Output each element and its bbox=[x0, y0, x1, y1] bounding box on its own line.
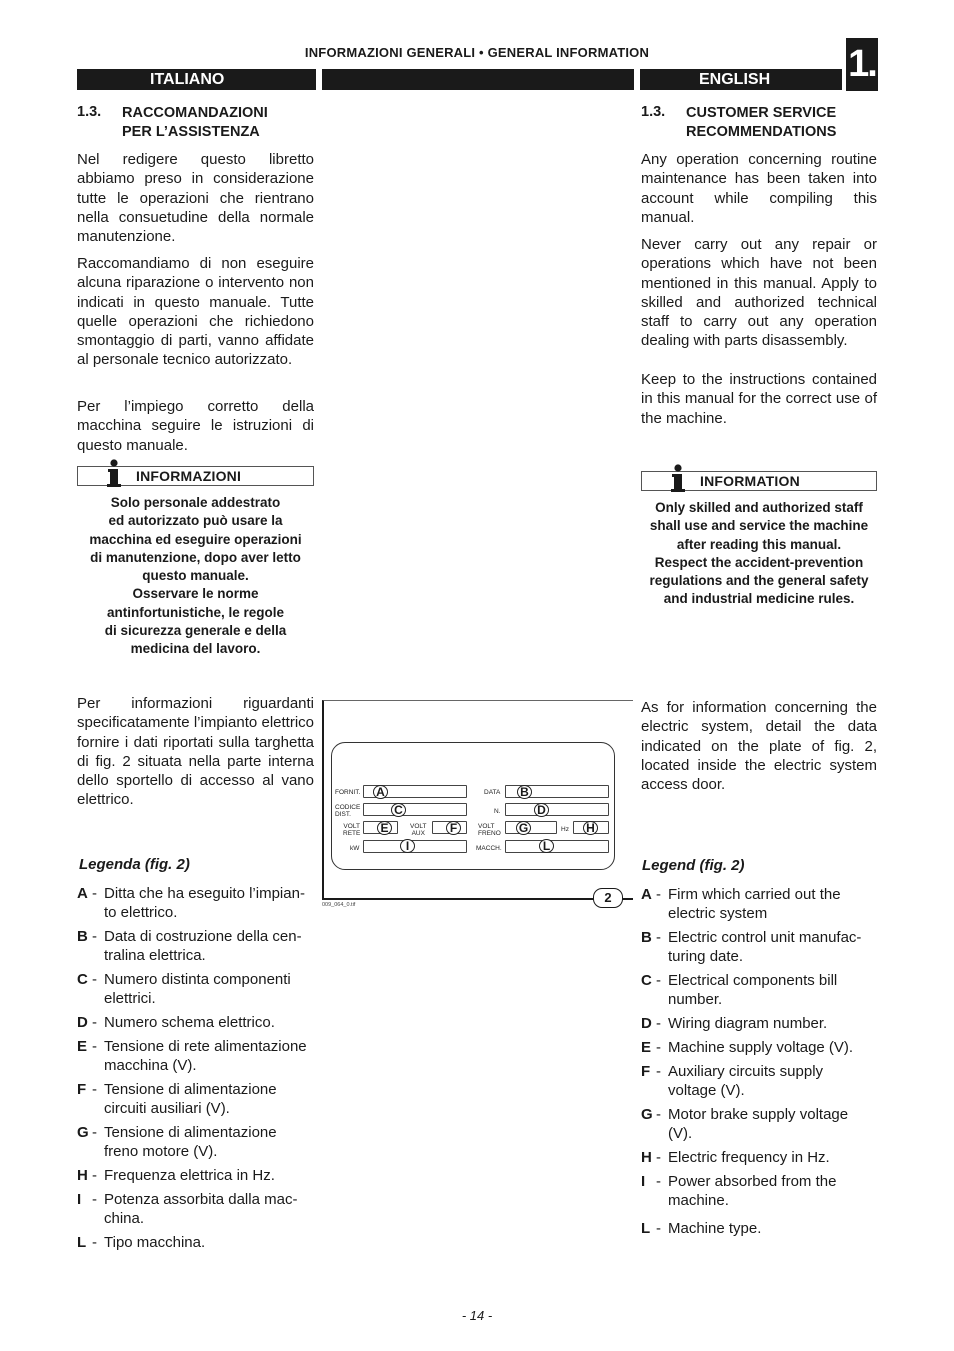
plate-label-volt-aux bbox=[410, 823, 427, 837]
it-info-line: antinfortunistiche, le regole bbox=[106, 604, 285, 620]
it-title-line1: RACCOMANDAZIONI bbox=[122, 105, 268, 121]
plate-label-kw: kW bbox=[350, 845, 360, 852]
plate-label-macch: MACCH. bbox=[476, 845, 502, 852]
legend-key: E bbox=[77, 1038, 88, 1055]
plate-field-g bbox=[505, 821, 557, 834]
legend-item: F - Tensione di alimentazione circuiti ausiliari (V). bbox=[77, 1080, 314, 1120]
legend-item: F - Auxiliary circuits supply voltage (V). bbox=[641, 1062, 877, 1102]
legend-item: G - Tensione di alimentazione freno motore (V). bbox=[77, 1123, 314, 1163]
it-legend-title: Legenda (fig. 2) bbox=[79, 856, 190, 873]
legend-item: L - Machine type. bbox=[641, 1219, 877, 1239]
it-info-line: medicina del lavoro. bbox=[130, 641, 261, 657]
plate-letter-e: E bbox=[377, 821, 392, 835]
legend-text: Ditta che ha eseguito l’impian- bbox=[104, 885, 305, 902]
plate-label-volt-3: VOLT bbox=[478, 823, 495, 830]
it-paragraph-4: Per informazioni riguardanti specificatamente l’impianto elettrico fornire i dati riportati sulla targhetta di fig. 2 situata nella parte interna dello sportello di accesso al vano elettrico. bbox=[77, 695, 314, 809]
legend-item: G - Motor brake supply voltage (V). bbox=[641, 1105, 877, 1145]
legend-text: macchina (V). bbox=[104, 1057, 197, 1075]
plate-label-volt-2: VOLT bbox=[410, 823, 427, 830]
italian-language-bar bbox=[77, 69, 316, 90]
page-number: - 14 - bbox=[461, 1308, 493, 1323]
it-info-line: Solo personale addestrato bbox=[110, 495, 281, 510]
running-header: INFORMAZIONI GENERALI • GENERAL INFORMATION bbox=[304, 45, 650, 60]
en-info-line: shall use and service the machine bbox=[649, 518, 869, 534]
legend-text: number. bbox=[668, 991, 723, 1009]
legend-item: D - Numero schema elettrico. bbox=[77, 1013, 314, 1033]
legend-item: C - Numero distinta componenti elettrici. bbox=[77, 970, 314, 1010]
en-title-line1: CUSTOMER SERVICE bbox=[686, 105, 837, 121]
en-legend-title: Legend (fig. 2) bbox=[642, 857, 745, 874]
figure-file-code: 009_064_0.tif bbox=[322, 902, 356, 908]
legend-text: china. bbox=[104, 1210, 145, 1228]
legend-text: Wiring diagram number. bbox=[668, 1015, 828, 1032]
english-label: ENGLISH bbox=[699, 71, 771, 88]
data-plate bbox=[331, 742, 615, 870]
legend-item: B - Electric control unit manufac- turing date. bbox=[641, 928, 877, 968]
legend-item: A - Firm which carried out the electric system bbox=[641, 885, 877, 925]
legend-item: I - Power absorbed from the machine. bbox=[641, 1172, 877, 1212]
it-paragraph-3: Per l’impiego corretto della macchina seguire le istruzioni di questo manuale. bbox=[77, 398, 314, 454]
plate-field-d bbox=[505, 803, 609, 816]
legend-key: F bbox=[77, 1081, 87, 1098]
it-section-number: 1.3. bbox=[77, 104, 102, 120]
legend-text: Numero schema elettrico. bbox=[104, 1014, 275, 1031]
plate-label-n: N. bbox=[494, 808, 501, 815]
plate-letter-h: H bbox=[583, 821, 598, 835]
en-info-text bbox=[641, 499, 877, 609]
legend-text: machine. bbox=[668, 1192, 729, 1210]
legend-text: (V). bbox=[668, 1125, 693, 1143]
legend-key: G bbox=[77, 1124, 89, 1141]
chapter-number: 1. bbox=[846, 38, 878, 91]
plate-label-data: DATA bbox=[484, 789, 501, 796]
it-info-line: di manutenzione, dopo aver letto bbox=[90, 549, 301, 565]
info-icon bbox=[106, 459, 122, 487]
legend-item: H - Electric frequency in Hz. bbox=[641, 1148, 877, 1168]
legend-text: Motor brake supply voltage bbox=[668, 1106, 849, 1123]
it-info-line: ed autorizzato può usare la bbox=[108, 513, 283, 529]
it-section-title bbox=[122, 104, 322, 142]
legend-key: A bbox=[77, 885, 88, 902]
legend-item: C - Electrical components bill number. bbox=[641, 971, 877, 1011]
legend-key: I bbox=[641, 1173, 646, 1190]
plate-field-l bbox=[505, 840, 609, 853]
plate-label-dist: DIST. bbox=[335, 811, 351, 818]
legend-text: Tensione di alimentazione bbox=[104, 1081, 277, 1098]
it-info-line: Osservare le norme bbox=[132, 586, 259, 602]
legend-text: Firm which carried out the bbox=[668, 886, 841, 903]
legend-text: Machine supply voltage (V). bbox=[668, 1039, 854, 1056]
en-paragraph-4: As for information concerning the electric system, detail the data indicated on the plate of fig. 2, located inside the electric system access door. bbox=[641, 699, 877, 794]
legend-item: B - Data di costruzione della cen- tralina elettrica. bbox=[77, 927, 314, 967]
legend-text: Electric frequency in Hz. bbox=[668, 1149, 830, 1166]
legend-key: B bbox=[641, 929, 652, 946]
legend-text: Frequenza elettrica in Hz. bbox=[104, 1167, 275, 1184]
plate-letter-d: D bbox=[534, 803, 549, 817]
legend-text: to elettrico. bbox=[104, 904, 178, 922]
it-info-line: macchina ed eseguire operazioni bbox=[89, 531, 302, 547]
plate-letter-a: A bbox=[373, 785, 388, 799]
legend-key: D bbox=[641, 1015, 652, 1032]
figure-number-badge: 2 bbox=[593, 888, 623, 908]
legend-text: voltage (V). bbox=[668, 1082, 745, 1100]
legend-text: elettrici. bbox=[104, 990, 156, 1008]
legend-text: circuiti ausiliari (V). bbox=[104, 1100, 230, 1118]
legend-text: Data di costruzione della cen- bbox=[104, 928, 302, 945]
plate-label-codice-1: CODICE bbox=[335, 804, 361, 811]
it-paragraph-2: Raccomandiamo di non eseguire alcuna riparazione o intervento non indicati in questo manuale. Tutte quelle operazioni che richiedono smontaggio di parti, vanno affidate al personale tecnico autorizzato. bbox=[77, 255, 314, 369]
en-paragraph-3: Keep to the instructions contained in this manual for the correct use of the machine. bbox=[641, 371, 877, 427]
en-info-box-header bbox=[641, 471, 877, 491]
en-paragraph-2: Never carry out any repair or operations which have not been mentioned in this manual. Apply to skilled and authorized technical staff to carry out any operation dealing with parts disassembly. bbox=[641, 236, 877, 350]
legend-key: L bbox=[77, 1234, 87, 1251]
plate-label-rete: RETE bbox=[343, 830, 361, 837]
center-bar bbox=[322, 69, 634, 90]
legend-text: turing date. bbox=[668, 948, 744, 966]
legend-text: Auxiliary circuits supply bbox=[668, 1063, 824, 1080]
legend-key: D bbox=[77, 1014, 88, 1031]
legend-text: Potenza assorbita dalla mac- bbox=[104, 1191, 298, 1208]
en-info-label: INFORMATION bbox=[700, 473, 800, 489]
legend-text: Electrical components bill bbox=[668, 972, 838, 989]
legend-key: C bbox=[641, 972, 652, 989]
it-info-line: questo manuale. bbox=[142, 568, 249, 584]
legend-text: Tensione di rete alimentazione bbox=[104, 1038, 307, 1055]
plate-label-volt: VOLT bbox=[343, 823, 360, 830]
legend-text: Numero distinta componenti bbox=[104, 971, 291, 988]
legend-text: Power absorbed from the bbox=[668, 1173, 837, 1190]
legend-item: A - Ditta che ha eseguito l’impian- to elettrico. bbox=[77, 884, 314, 924]
legend-text: tralina elettrica. bbox=[104, 947, 206, 965]
en-section-number: 1.3. bbox=[641, 104, 666, 120]
en-info-line: Respect the accident-prevention bbox=[654, 554, 864, 570]
plate-letter-c: C bbox=[391, 803, 406, 817]
plate-letter-f: F bbox=[446, 821, 461, 835]
it-info-line: di sicurezza generale e della bbox=[104, 623, 287, 639]
plate-label-freno: FRENO bbox=[478, 830, 501, 837]
legend-key: F bbox=[641, 1063, 651, 1080]
legend-key: C bbox=[77, 971, 88, 988]
legend-key: B bbox=[77, 928, 88, 945]
legend-text: Electric control unit manufac- bbox=[668, 929, 862, 946]
legend-text: Tipo macchina. bbox=[104, 1234, 206, 1251]
legend-item: L - Tipo macchina. bbox=[77, 1233, 314, 1253]
legend-key: E bbox=[641, 1039, 652, 1056]
legend-key: H bbox=[641, 1149, 652, 1166]
plate-label-volt-freno bbox=[478, 823, 501, 837]
legend-key: H bbox=[77, 1167, 88, 1184]
en-section-title bbox=[686, 104, 886, 142]
legend-key: L bbox=[641, 1220, 651, 1237]
legend-text: freno motore (V). bbox=[104, 1143, 218, 1161]
it-title-line2: PER L’ASSISTENZA bbox=[122, 124, 260, 140]
legend-text: electric system bbox=[668, 905, 768, 923]
en-paragraph-1: Any operation concerning routine maintenance has been taken into account while compiling this manual. bbox=[641, 151, 877, 226]
legend-item: I - Potenza assorbita dalla mac- china. bbox=[77, 1190, 314, 1230]
en-info-line: and industrial medicine rules. bbox=[663, 591, 855, 607]
italian-label: ITALIANO bbox=[150, 71, 225, 88]
info-icon bbox=[670, 464, 686, 492]
legend-text: Machine type. bbox=[668, 1220, 762, 1237]
plate-label-aux: AUX bbox=[411, 830, 425, 837]
plate-label-hz: Hz bbox=[561, 826, 569, 833]
plate-field-c bbox=[363, 803, 467, 816]
legend-item: H - Frequenza elettrica in Hz. bbox=[77, 1166, 314, 1186]
legend-item: E - Tensione di rete alimentazione macchina (V). bbox=[77, 1037, 314, 1077]
plate-letter-g: G bbox=[516, 821, 531, 835]
legend-key: A bbox=[641, 886, 652, 903]
it-paragraph-1: Nel redigere questo libretto abbiamo preso in considerazione tutte le operazioni che rientrano nella consuetudine della normale manutenzione. bbox=[77, 151, 314, 246]
plate-letter-l: L bbox=[539, 839, 554, 853]
legend-key: G bbox=[641, 1106, 653, 1123]
it-info-box-header bbox=[77, 466, 314, 486]
en-info-line: after reading this manual. bbox=[676, 536, 842, 552]
it-info-text bbox=[77, 494, 314, 659]
plate-letter-b: B bbox=[517, 785, 532, 799]
en-title-line2: RECOMMENDATIONS bbox=[686, 124, 837, 140]
it-info-label: INFORMAZIONI bbox=[136, 468, 242, 484]
plate-label-volt-rete bbox=[343, 823, 360, 837]
en-info-line: regulations and the general safety bbox=[649, 573, 869, 589]
plate-letter-i: I bbox=[400, 839, 415, 853]
plate-label-codice bbox=[335, 804, 360, 818]
english-language-bar bbox=[640, 69, 842, 90]
plate-field-i bbox=[363, 840, 467, 853]
legend-item: E - Machine supply voltage (V). bbox=[641, 1038, 877, 1058]
plate-label-fornit: FORNIT. bbox=[335, 789, 361, 796]
legend-item: D - Wiring diagram number. bbox=[641, 1014, 877, 1034]
en-info-line: Only skilled and authorized staff bbox=[655, 500, 863, 515]
legend-text: Tensione di alimentazione bbox=[104, 1124, 277, 1141]
legend-key: I bbox=[77, 1191, 82, 1208]
